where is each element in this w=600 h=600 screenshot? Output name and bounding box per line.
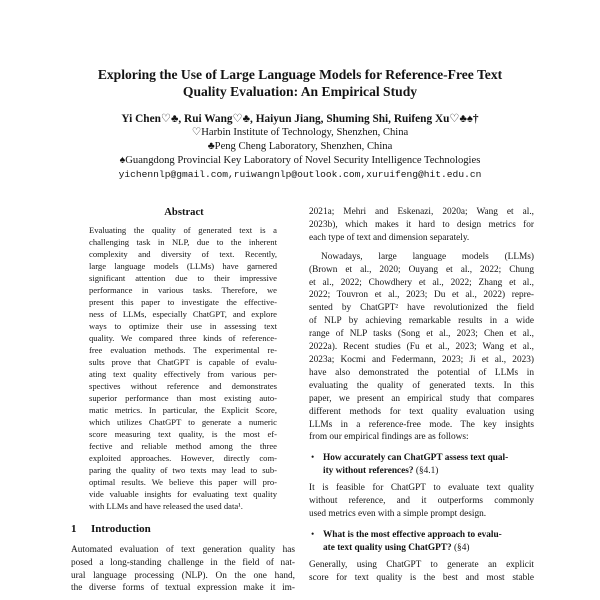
body-line: et al., 2022; Chowdhery et al., 2022; Zhang et al., bbox=[309, 277, 534, 288]
body-line: Generally, using ChatGPT to generate an explicit bbox=[309, 559, 534, 570]
bullet-answer-1 bbox=[309, 482, 534, 521]
body-line: evaluating the quality of generated texts. In this bbox=[309, 380, 534, 391]
author-emails: yichennlp@gmail.com,ruiwangnlp@outlook.com,xuruifeng@hit.edu.cn bbox=[118, 169, 482, 180]
affiliation-hit: ♡Harbin Institute of Technology, Shenzhen, China bbox=[191, 127, 409, 138]
intro-line: the diverse forms of textual expression make it im- bbox=[71, 583, 295, 594]
body-line: 2022a). Recent studies (Fu et al., 2023; Wang et al., bbox=[309, 342, 534, 353]
abstract-line: spectives without reference and demonstrates bbox=[89, 381, 277, 391]
body-line: different methods for text quality evaluation using bbox=[309, 406, 534, 417]
bullet-line bbox=[311, 452, 534, 465]
bullet-icon: • bbox=[311, 529, 315, 540]
body-line: without reference, and it outperforms commonly bbox=[309, 496, 534, 507]
intro-line: Automated evaluation of text generation quality has bbox=[71, 545, 295, 555]
body-line: score for text quality is the best and most stable bbox=[309, 572, 534, 583]
abstract-line: ness of LLMs, especially ChatGPT, and explore bbox=[89, 309, 277, 319]
body-line: have also demonstrated the potential of LLMs in bbox=[309, 367, 534, 378]
body-line: LLMs in a reference-free mode. The key insights bbox=[309, 419, 534, 430]
intro-line: ural language processing (NLP). On the one hand, bbox=[71, 570, 295, 581]
section-title: Introduction bbox=[91, 523, 151, 535]
bullet-icon: • bbox=[311, 453, 315, 464]
abstract-line: present this paper to investigate the effective- bbox=[89, 297, 277, 307]
abstract-line: paring the quality of two texts may lead to sub- bbox=[89, 465, 277, 475]
paper-title bbox=[40, 66, 560, 100]
body-line: 2021a; Mehri and Eskenazi, 2020a; Wang et al., bbox=[309, 207, 534, 217]
abstract-line: vide valuable insights for evaluating text quality bbox=[89, 489, 277, 499]
section-ref: (§4) bbox=[451, 542, 470, 553]
body-line: sented by ChatGPT² have revolutionized the field bbox=[309, 303, 534, 314]
abstract-line: performance in various tasks. Therefore, we bbox=[89, 285, 277, 295]
body-line: 2022; Touvron et al., 2023; Du et al., 2022) repre- bbox=[309, 290, 534, 301]
right-column bbox=[309, 206, 534, 584]
bullet-question-text: ity without references? bbox=[323, 466, 414, 477]
affiliations bbox=[30, 126, 570, 182]
section-ref: (§4.1) bbox=[413, 466, 439, 477]
body-line: of NLP by achieving remarkable results in a wide bbox=[309, 316, 534, 327]
abstract-heading: Abstract bbox=[164, 207, 204, 218]
abstract-line: significant attention due to their impressive bbox=[89, 273, 277, 283]
abstract-line: ways to optimize their use in assessing text bbox=[89, 321, 277, 331]
section-number: 1 bbox=[71, 523, 77, 535]
bullet-question-text: What is the most effective approach to evalu- bbox=[323, 529, 502, 540]
body-line: used metrics even with a simple prompt design. bbox=[309, 508, 487, 519]
abstract-line: which utilizes ChatGPT to generate a numeric bbox=[89, 417, 277, 427]
body-line: each type of text and dimension separately. bbox=[309, 232, 470, 243]
abstract-line: with LLMs and have released the used data¹. bbox=[89, 501, 243, 511]
title-line: Exploring the Use of Large Language Models for Reference-Free Text bbox=[97, 67, 503, 82]
bullet-line bbox=[311, 542, 534, 555]
author-list: Yi Chen♡♣, Rui Wang♡♣, Haiyun Jiang, Shuming Shi, Ruifeng Xu♡♣♠† bbox=[121, 113, 479, 125]
abstract-line: large language models (LLMs) have garnered bbox=[89, 261, 277, 271]
body-line: paper, we present an empirical study that compares bbox=[309, 393, 534, 404]
body-line: 2023a; Kocmi and Federmann, 2023; Ji et al., 2023) bbox=[309, 354, 534, 365]
body-line: 2023b), which makes it hard to design metrics for bbox=[309, 219, 534, 230]
abstract-line: free evaluation methods. The experimental re- bbox=[89, 345, 277, 355]
bullet-question-text: How accurately can ChatGPT assess text qual- bbox=[323, 453, 509, 464]
bullet-question-1 bbox=[309, 452, 534, 478]
abstract-line: exploited approaches. However, directly com- bbox=[89, 453, 277, 463]
abstract-line: score measuring text quality, is the most ef- bbox=[89, 429, 277, 439]
bullet-line bbox=[311, 529, 534, 542]
abstract-line: superior performance than most existing auto- bbox=[89, 393, 277, 403]
abstract-line: optimal results. We believe this paper will pro- bbox=[89, 477, 277, 487]
abstract-line: fective and reliable method among the three bbox=[89, 441, 277, 451]
abstract-line: matic metrics. In particular, the Explicit Score, bbox=[89, 405, 277, 415]
body-line: (Brown et al., 2020; Ouyang et al., 2022; Chung bbox=[309, 264, 534, 275]
bullet-answer-2 bbox=[309, 559, 534, 585]
bullet-question-text: ate text quality using ChatGPT? bbox=[323, 542, 452, 553]
body-line: from our empirical findings are as follows: bbox=[309, 432, 469, 443]
body-line: range of NLP tasks (Song et al., 2023; Chen et al., bbox=[309, 329, 534, 340]
affiliation-gdlab: ♠Guangdong Provincial Key Laboratory of Novel Security Intelligence Technologies bbox=[119, 155, 481, 166]
abstract-line: ating text quality effectively from various per- bbox=[89, 369, 277, 379]
bullet-line bbox=[311, 465, 534, 478]
abstract-line: complexity and diversity of text. Recently, bbox=[89, 249, 277, 259]
abstract-line: Evaluating the quality of generated text is a bbox=[89, 225, 277, 235]
title-line: Quality Evaluation: An Empirical Study bbox=[182, 84, 418, 99]
abstract-line: quality. We compared three kinds of reference- bbox=[89, 333, 277, 343]
body-line: Nowadays, large language models (LLMs) bbox=[321, 251, 534, 262]
abstract-line: challenging task in NLP, due to the inherent bbox=[89, 237, 277, 247]
bullet-question-2 bbox=[309, 529, 534, 555]
abstract-line: sults prove that ChatGPT is capable of evalu- bbox=[89, 357, 277, 367]
introduction-body bbox=[71, 544, 295, 595]
affiliation-pcl: ♣Peng Cheng Laboratory, Shenzhen, China bbox=[207, 141, 393, 152]
body-line: It is feasible for ChatGPT to evaluate text quality bbox=[309, 483, 534, 494]
section-heading-introduction bbox=[71, 523, 151, 535]
abstract-body bbox=[89, 224, 277, 512]
intro-line: posed a long-standing challenge in the field of nat- bbox=[71, 557, 295, 568]
